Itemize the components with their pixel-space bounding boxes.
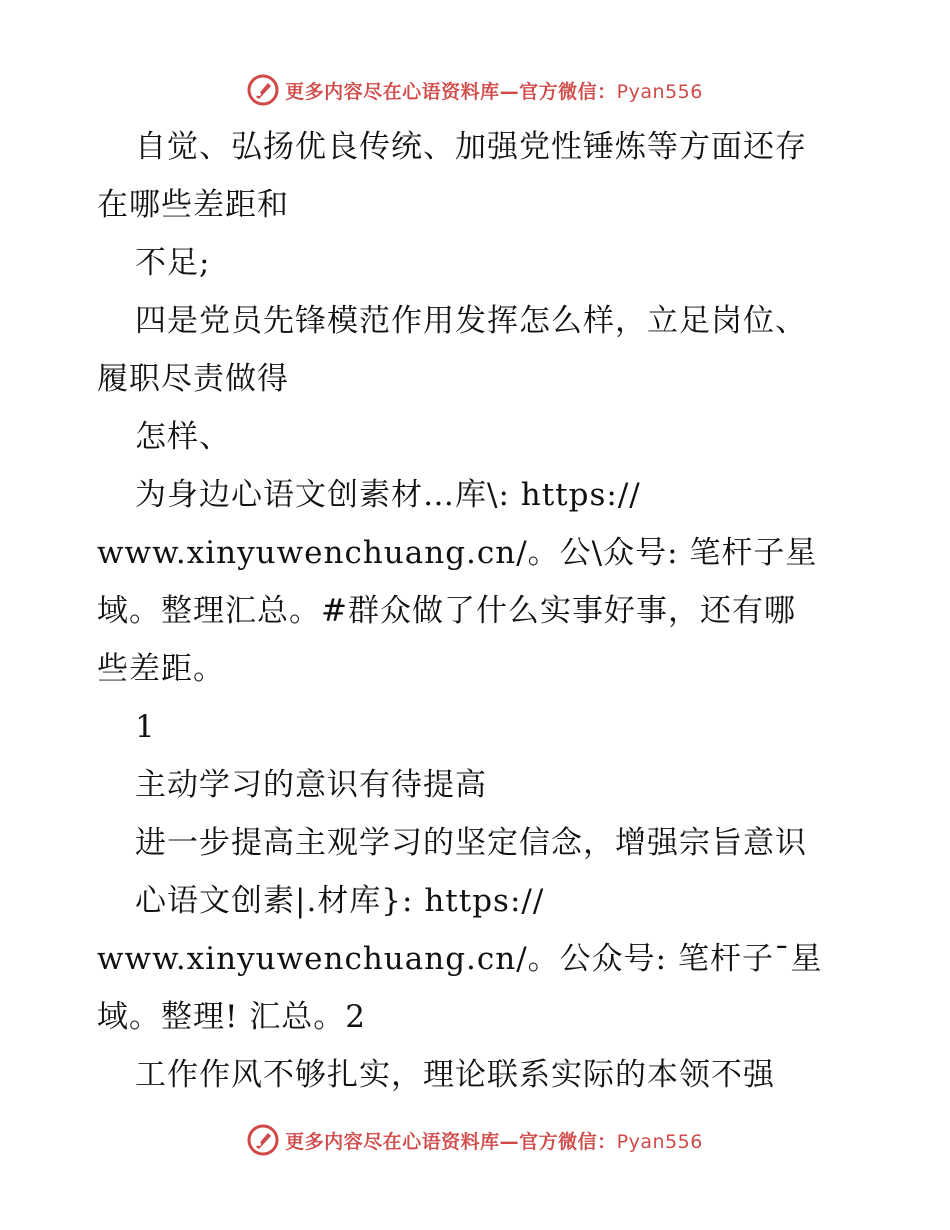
body-line: 些差距。	[97, 651, 225, 687]
pen-nib-logo-icon	[247, 1124, 279, 1156]
footer-banner-id: Pyan556	[616, 1130, 703, 1153]
body-line: 怎样、	[135, 419, 231, 455]
body-line: 域。整理汇总。#群众做了什么实事好事，还有哪	[97, 593, 796, 629]
body-line: 履职尽责做得	[97, 361, 289, 397]
body-line: 1	[135, 709, 156, 745]
body-line: 主动学习的意识有待提高	[135, 767, 487, 803]
body-line: 在哪些差距和	[97, 187, 289, 223]
body-line: 域。整理! 汇总。2	[97, 999, 367, 1035]
body-line: 自觉、弘扬优良传统、加强党性锤炼等方面还存	[135, 129, 807, 165]
body-line: 为身边心语文创素材…库\: https://	[135, 477, 641, 513]
header-banner-id: Pyan556	[616, 80, 703, 103]
body-line: www.xinyuwenchuang.cn/。公\众号: 笔杆子星	[97, 535, 818, 571]
body-line: www.xinyuwenchuang.cn/。公众号: 笔杆子¯星	[97, 941, 823, 977]
body-line: 进一步提高主观学习的坚定信念，增强宗旨意识	[135, 825, 807, 861]
header-banner-text: 更多内容尽在心语资料库—官方微信：	[285, 80, 617, 103]
body-line: 心语文创素|.材库}: https://	[135, 883, 545, 919]
document-body	[97, 118, 857, 1104]
body-line: 四是党员先锋模范作用发挥怎么样，立足岗位、	[135, 303, 807, 339]
body-line: 不足;	[135, 245, 211, 281]
body-line: 工作作风不够扎实，理论联系实际的本领不强	[135, 1057, 775, 1093]
pen-nib-logo-icon	[247, 74, 279, 106]
footer-banner-text: 更多内容尽在心语资料库—官方微信：	[285, 1130, 617, 1153]
footer-banner	[0, 1120, 950, 1160]
header-banner	[0, 70, 950, 110]
